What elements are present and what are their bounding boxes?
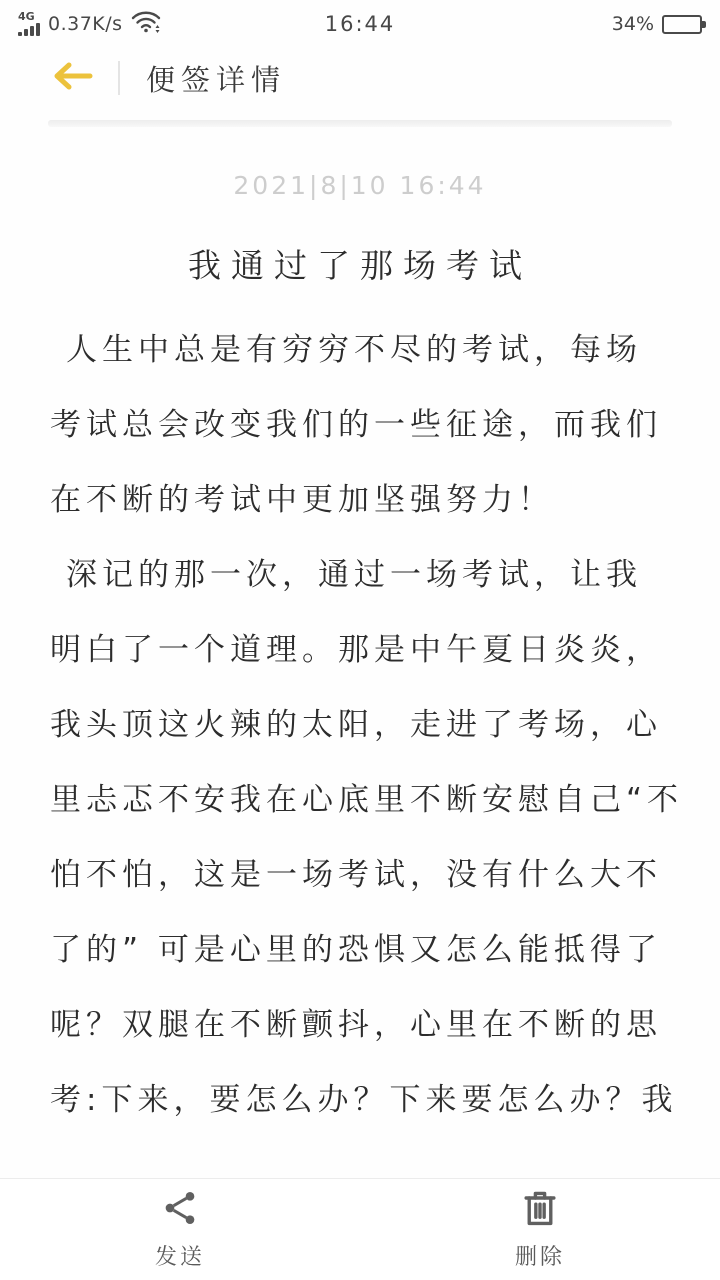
delete-label: 删除 (514, 1245, 565, 1270)
note-line: 人生中总是有穷穷不尽的考试，每场 (66, 332, 642, 368)
status-right-group (612, 13, 702, 35)
status-bar (0, 0, 720, 42)
note-line: 怕不怕，这是一场考试，没有什么大不 (50, 857, 662, 893)
note-line: 了的” 可是心里的恐惧又怎么能抵得了 (50, 932, 662, 968)
header-divider (48, 120, 672, 127)
note-content[interactable] (0, 171, 720, 1138)
wifi-icon (131, 9, 161, 39)
note-timestamp: 2021|8|10 16:44 (233, 171, 487, 200)
header-separator (118, 61, 120, 95)
note-line: 考试总会改变我们的一些征途，而我们 (50, 407, 662, 443)
note-body (50, 313, 684, 1138)
page-title: 便签详情 (146, 62, 287, 97)
note-line: 呢？双腿在不断颤抖，心里在不断的思 (50, 1007, 662, 1043)
network-speed-label: 0.37K/s (48, 13, 123, 35)
note-line: 里忐忑不安我在心底里不断安慰自己“不 (50, 782, 684, 818)
back-button[interactable] (52, 61, 94, 95)
bottom-action-bar (0, 1178, 720, 1280)
send-label: 发送 (154, 1245, 205, 1270)
share-icon (160, 1188, 200, 1232)
note-line: 我头顶这火辣的太阳，走进了考场，心 (50, 707, 662, 743)
note-line: 明白了一个道理。那是中午夏日炎炎， (50, 632, 662, 668)
note-line: 在不断的考试中更加坚强努力！ (50, 482, 554, 518)
send-button[interactable] (0, 1179, 360, 1280)
note-title: 我通过了那场考试 (188, 246, 532, 285)
trash-icon (521, 1188, 559, 1232)
back-arrow-icon (52, 61, 94, 95)
status-left-group (18, 9, 161, 39)
clock-label: 16:44 (324, 12, 396, 36)
note-line: 深记的那一次，通过一场考试，让我 (66, 557, 642, 593)
battery-percent-label: 34% (611, 13, 654, 35)
cell-signal-icon (18, 12, 40, 36)
header (0, 42, 720, 114)
signal-bars-icon (18, 22, 40, 36)
battery-icon (662, 15, 702, 34)
delete-button[interactable] (360, 1179, 720, 1280)
note-line: 考:下来，要怎么办？下来要怎么办？我 (50, 1082, 678, 1118)
network-type-label: 4G (18, 10, 35, 23)
